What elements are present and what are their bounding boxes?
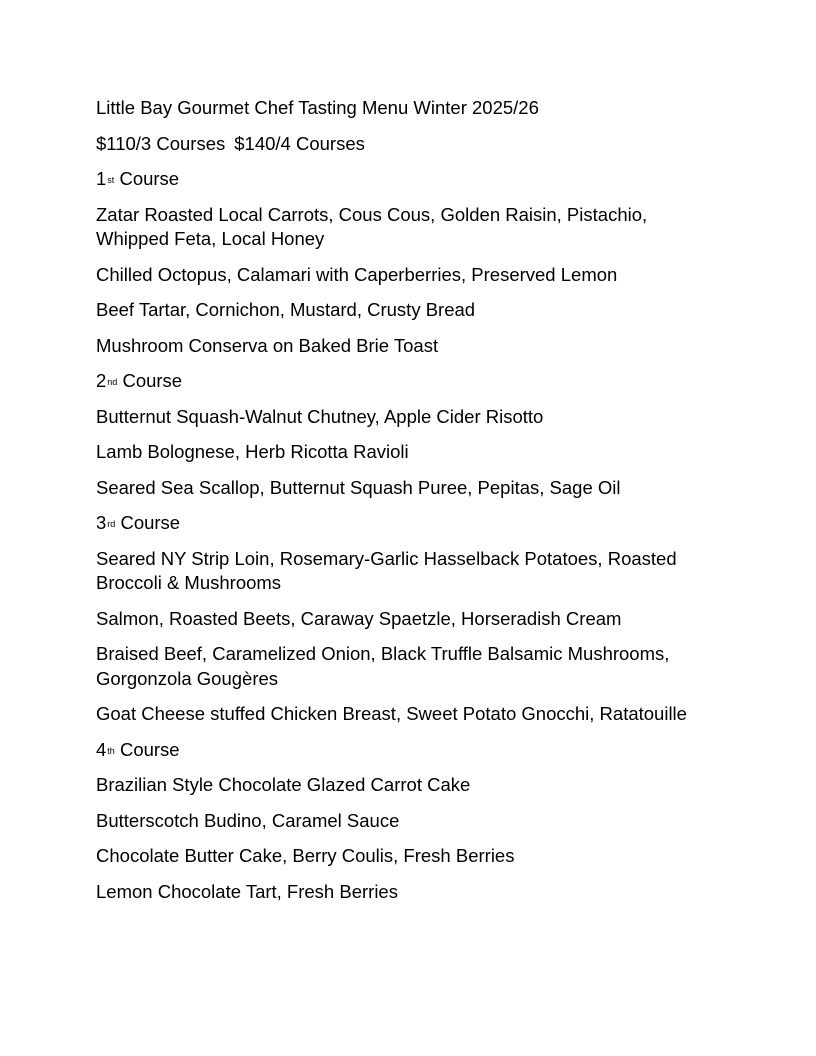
pricing-line: [96, 132, 720, 157]
course-heading-2: [96, 369, 720, 394]
menu-item: Chocolate Butter Cake, Berry Coulis, Fresh Berries: [96, 845, 515, 866]
menu-item: Salmon, Roasted Beets, Caraway Spaetzle, Horseradish Cream: [96, 607, 622, 629]
course-number: 4: [96, 738, 107, 760]
menu-item: Seared Sea Scallop, Butternut Squash Puree, Pepitas, Sage Oil: [96, 476, 621, 498]
price-three-courses: $110/3 Courses: [96, 132, 226, 154]
menu-item: Lemon Chocolate Tart, Fresh Berries: [96, 880, 398, 902]
menu-item: Seared NY Strip Loin, Rosemary-Garlic Hasselback Potatoes, Roasted Broccoli & Mushrooms: [96, 547, 677, 593]
course-heading-1: [96, 167, 720, 192]
menu-item: Mushroom Conserva on Baked Brie Toast: [96, 334, 439, 356]
menu-item: Butternut Squash-Walnut Chutney, Apple Cider Risotto: [96, 405, 544, 427]
menu-item: Brazilian Style Chocolate Glazed Carrot Cake: [96, 774, 471, 795]
course-ordinal: rd: [107, 519, 116, 529]
course-label: Course: [120, 512, 181, 533]
menu-item: Braised Beef, Caramelized Onion, Black Truffle Balsamic Mushrooms, Gorgonzola Gougères: [96, 643, 670, 689]
course-number: 3: [96, 512, 107, 533]
menu-item: Zatar Roasted Local Carrots, Cous Cous, Golden Raisin, Pistachio, Whipped Feta, Local Honey: [96, 203, 648, 249]
course-label: Course: [119, 168, 180, 189]
menu-item: Lamb Bolognese, Herb Ricotta Ravioli: [96, 441, 409, 462]
menu-item: Chilled Octopus, Calamari with Caperberries, Preserved Lemon: [96, 263, 618, 285]
menu-item: Butterscotch Budino, Caramel Sauce: [96, 809, 400, 831]
course-heading-3: [96, 511, 720, 536]
price-four-courses: $140/4 Courses: [234, 132, 365, 154]
course-label: Course: [122, 370, 183, 391]
course-ordinal: nd: [107, 377, 118, 387]
course-label: Course: [119, 738, 180, 760]
menu-title: Little Bay Gourmet Chef Tasting Menu Winter 2025/26: [96, 97, 539, 118]
course-number: 2: [96, 370, 107, 391]
course-ordinal: st: [107, 175, 115, 185]
menu-item: Goat Cheese stuffed Chicken Breast, Sweet Potato Gnocchi, Ratatouille: [96, 703, 687, 724]
course-ordinal: th: [107, 745, 115, 756]
course-number: 1: [96, 168, 107, 189]
menu-item: Beef Tartar, Cornichon, Mustard, Crusty Bread: [96, 299, 476, 320]
menu-document: [96, 96, 720, 915]
course-heading-4: [96, 738, 720, 763]
